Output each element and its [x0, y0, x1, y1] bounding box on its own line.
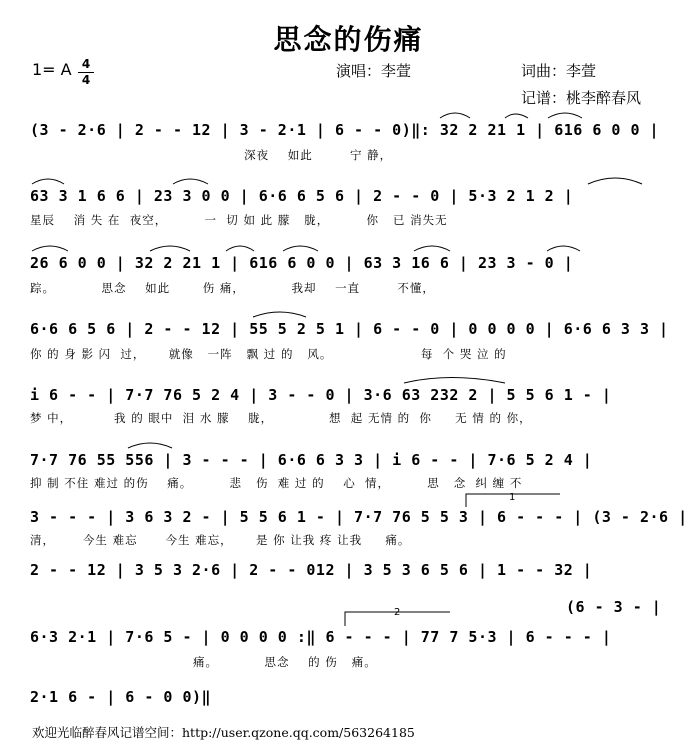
volta-label-1: 1 — [509, 492, 516, 503]
transcriber-credit: 记谱：桃李醉春风 — [521, 89, 642, 107]
score-row-2-notes: 63 3 1 6 6 | 23 3 0 0 | 6·6 6 5 6 | 2 - - 0 | 5·3 2 1 2 | — [30, 187, 574, 205]
score-row-10-notes: 6·3 2·1 | 7·6 5 - | 0 0 0 0 :‖ 6 - - - | 77 7 5·3 | 6 - - - | — [30, 628, 612, 646]
score-row-1-lyrics: 深夜 如此 宁 静， — [30, 148, 393, 162]
page-title: 思念的伤痛 — [273, 23, 424, 56]
score-row-1-notes: (3 - 2·6 | 2 - - 12 | 3 - 2·1 | 6 - - 0)‖: 32 2 21 1 | 616 6 0 0 | — [30, 121, 660, 139]
score-row-4-lyrics: 你 的 身 影 闪 过， 就像 一阵 飘 过 的 风。 每 个 哭 泣 的 — [30, 347, 507, 361]
score-row-6-lyrics: 抑 制 不住 难过 的伤 痛。 悲 伤 难 过 的 心 情， 思 念 纠 缠 不 — [30, 476, 523, 490]
score-row-5-notes: i 6 - - | 7·7 76 5 2 4 | 3 - - 0 | 3·6 63 232 2 | 5 5 6 1 - | — [30, 386, 612, 404]
key-signature: 1= A — [32, 60, 72, 79]
score-row-6-notes: 7·7 76 55 556 | 3 - - - | 6·6 6 3 3 | i 6 - - | 7·6 5 2 4 | — [30, 451, 593, 469]
score-row-5-lyrics: 梦 中， 我 的 眼中 泪 水 朦 胧， 想 起 无情 的 你 无 情 的 你， — [30, 411, 532, 425]
time-signature-top: 4 — [81, 57, 91, 71]
singer-credit: 演唱：李萱 — [336, 62, 412, 80]
score-row-11-notes: 2·1 6 - | 6 - 0 0)‖ — [30, 688, 212, 706]
score-row-8-notes: 2 - - 12 | 3 5 3 2·6 | 2 - - 012 | 3 5 3 6 5 6 | 1 - - 32 | — [30, 561, 593, 579]
score-row-2-lyrics: 星辰 消 失 在 夜空， 一 切 如 此 朦 胧， 你 已 消失无 — [30, 213, 448, 227]
score-row-9-notes: (6 - 3 - | — [566, 598, 662, 616]
score-row-10-lyrics: 痛。 思念 的 伤 痛。 — [30, 655, 377, 669]
time-signature-bottom: 4 — [81, 73, 91, 87]
score-row-7-lyrics: 清， 今生 难忘 今生 难忘， 是 你 让我 疼 让我 痛。 — [30, 533, 411, 547]
footer-credit: 欢迎光临醉春风记谱空间：http://user.qzone.qq.com/563264185 — [32, 725, 415, 740]
volta-label-2: 2 — [394, 607, 401, 618]
score-row-3-notes: 26 6 0 0 | 32 2 21 1 | 616 6 0 0 | 63 3 16 6 | 23 3 - 0 | — [30, 254, 574, 272]
composer-credit: 词曲：李萱 — [521, 62, 597, 80]
score-row-3-lyrics: 踪。 思念 如此 伤 痛， 我却 一直 不懂， — [30, 281, 435, 295]
slur-marks — [32, 113, 642, 448]
score-row-4-notes: 6·6 6 5 6 | 2 - - 12 | 55 5 2 5 1 | 6 - - 0 | 0 0 0 0 | 6·6 6 3 3 | — [30, 320, 669, 338]
score-row-7-notes: 3 - - - | 3 6 3 2 - | 5 5 6 1 - | 7·7 76 5 5 3 | 6 - - - | (3 - 2·6 | — [30, 508, 688, 526]
